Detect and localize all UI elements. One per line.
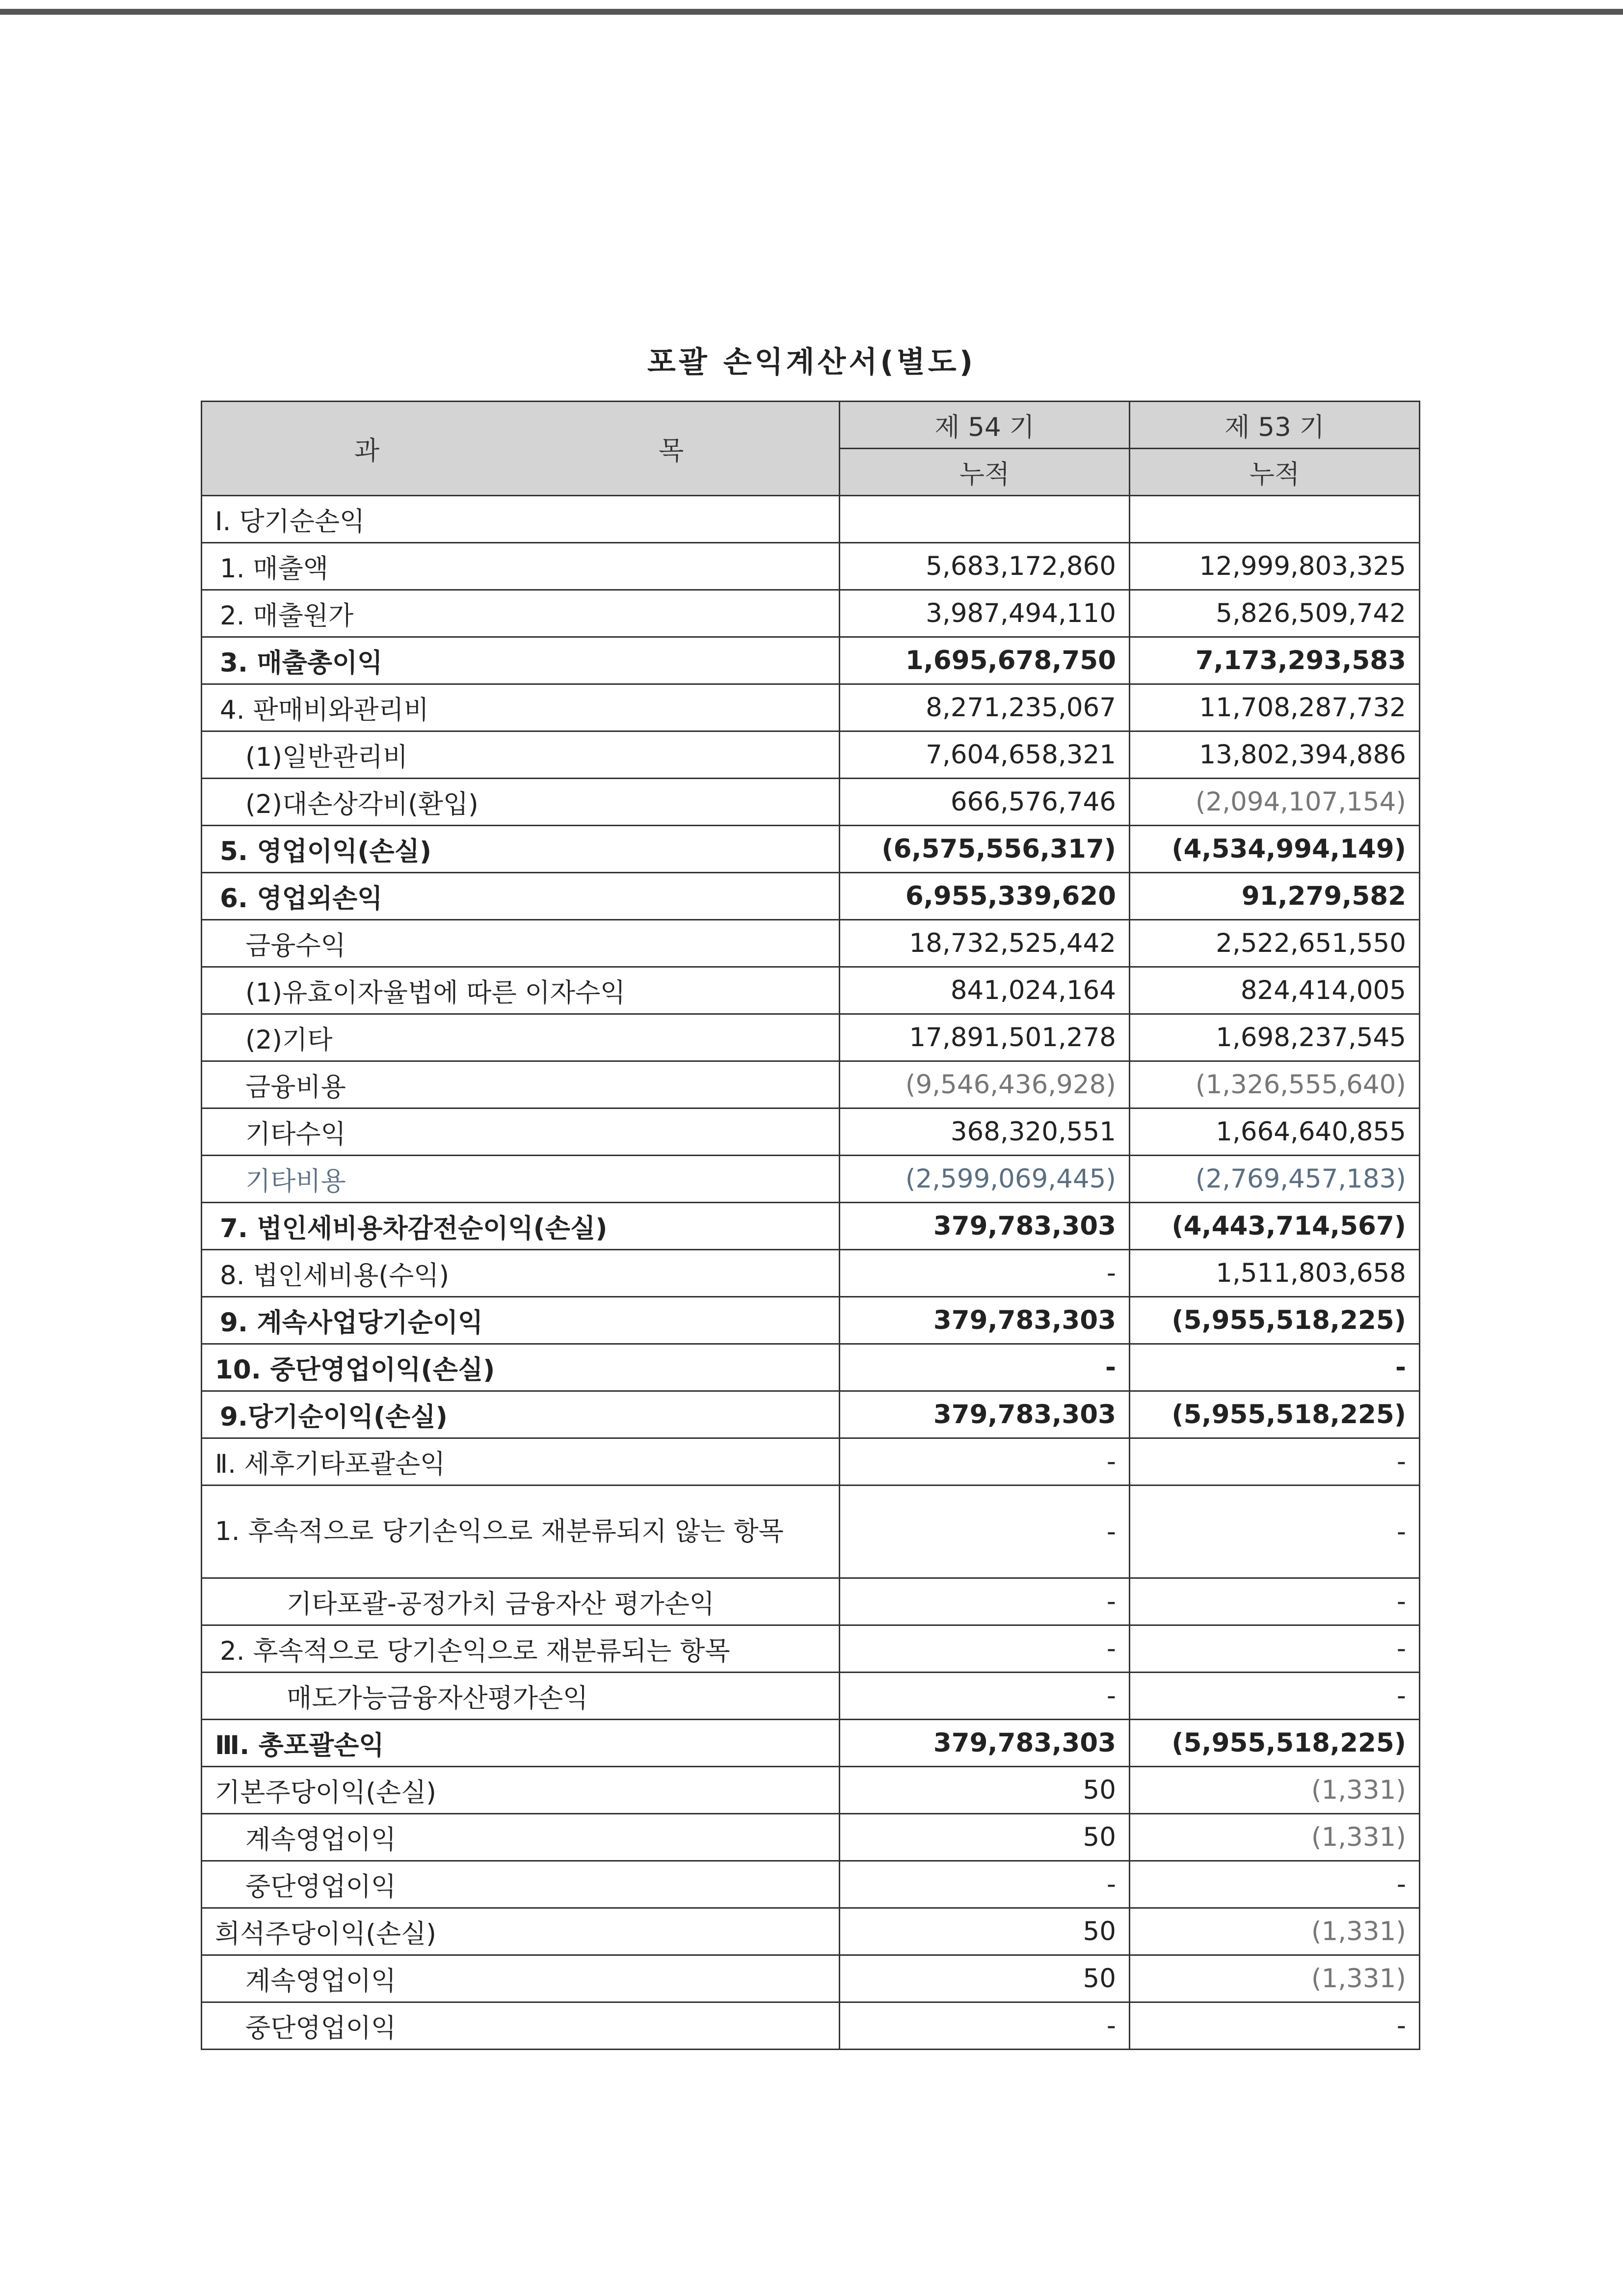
row-label: 2. 후속적으로 당기손익으로 재분류되는 항목 — [202, 1625, 840, 1673]
row-label: 기본주당이익(손실) — [202, 1767, 840, 1814]
row-label: Ⅲ. 총포괄손익 — [202, 1720, 840, 1767]
top-border-rule — [0, 9, 1623, 15]
table-row — [202, 1014, 1420, 1061]
table-row — [202, 1625, 1420, 1673]
row-prior-amount: (2,094,107,154) — [1130, 779, 1420, 826]
table-row — [202, 543, 1420, 590]
row-label: 9. 계속사업당기순이익 — [202, 1297, 840, 1344]
row-prior-amount: 1,664,640,855 — [1130, 1108, 1420, 1156]
table-row — [202, 2002, 1420, 2050]
row-label: 기타포괄-공정가치 금융자산 평가손익 — [202, 1578, 840, 1625]
row-current-amount: 368,320,551 — [840, 1108, 1130, 1156]
row-label: Ⅰ. 당기순손익 — [202, 496, 840, 543]
income-statement-table — [201, 401, 1420, 2050]
table-row — [202, 1108, 1420, 1156]
row-label: 10. 중단영업이익(손실) — [202, 1344, 840, 1391]
row-current-amount: 3,987,494,110 — [840, 590, 1130, 637]
row-label: 8. 법인세비용(수익) — [202, 1250, 840, 1297]
row-label: 중단영업이익 — [202, 1861, 840, 1908]
row-current-amount: 379,783,303 — [840, 1720, 1130, 1767]
row-prior-amount: - — [1130, 2002, 1420, 2050]
row-label: 희석주당이익(손실) — [202, 1908, 840, 1955]
table-row — [202, 731, 1420, 779]
row-current-amount: 50 — [840, 1908, 1130, 1955]
row-label: (1)유효이자율법에 따른 이자수익 — [202, 967, 840, 1014]
table-row — [202, 1861, 1420, 1908]
row-prior-amount: (5,955,518,225) — [1130, 1720, 1420, 1767]
row-prior-amount: (4,534,994,149) — [1130, 826, 1420, 873]
row-label: 중단영업이익 — [202, 2002, 840, 2050]
row-current-amount: 50 — [840, 1814, 1130, 1861]
table-row — [202, 826, 1420, 873]
table-row — [202, 1391, 1420, 1438]
row-prior-amount: 5,826,509,742 — [1130, 590, 1420, 637]
row-current-amount: 666,576,746 — [840, 779, 1130, 826]
table-row — [202, 496, 1420, 543]
row-current-amount: 8,271,235,067 — [840, 684, 1130, 731]
row-current-amount: 17,891,501,278 — [840, 1014, 1130, 1061]
table-row — [202, 1908, 1420, 1955]
row-label: 6. 영업외손익 — [202, 873, 840, 920]
row-prior-amount: (1,331) — [1130, 1908, 1420, 1955]
row-label: 계속영업이익 — [202, 1955, 840, 2002]
table-row — [202, 1486, 1420, 1578]
table-row — [202, 1438, 1420, 1486]
cumulative-current-header: 누적 — [840, 449, 1130, 496]
row-prior-amount: 13,802,394,886 — [1130, 731, 1420, 779]
row-prior-amount: 1,511,803,658 — [1130, 1250, 1420, 1297]
row-label: 4. 판매비와관리비 — [202, 684, 840, 731]
row-label: 계속영업이익 — [202, 1814, 840, 1861]
row-label: 2. 매출원가 — [202, 590, 840, 637]
page-title: 포괄 손익계산서(별도) — [647, 345, 976, 379]
table-row — [202, 637, 1420, 684]
table-row — [202, 1250, 1420, 1297]
row-label: (2)기타 — [202, 1014, 840, 1061]
row-label: 금융수익 — [202, 920, 840, 967]
subject-header — [202, 402, 840, 496]
table-row — [202, 920, 1420, 967]
row-prior-amount: (5,955,518,225) — [1130, 1391, 1420, 1438]
row-prior-amount: - — [1130, 1673, 1420, 1720]
table-row — [202, 684, 1420, 731]
row-prior-amount: (1,326,555,640) — [1130, 1061, 1420, 1108]
row-label: (2)대손상각비(환입) — [202, 779, 840, 826]
row-label: 기타수익 — [202, 1108, 840, 1156]
table-row — [202, 1578, 1420, 1625]
row-current-amount: 841,024,164 — [840, 967, 1130, 1014]
row-prior-amount: - — [1130, 1578, 1420, 1625]
row-current-amount: (2,599,069,445) — [840, 1156, 1130, 1203]
row-current-amount: 1,695,678,750 — [840, 637, 1130, 684]
row-prior-amount: 91,279,582 — [1130, 873, 1420, 920]
table-row — [202, 967, 1420, 1014]
table-row — [202, 1203, 1420, 1250]
row-label: 1. 매출액 — [202, 543, 840, 590]
row-current-amount: (6,575,556,317) — [840, 826, 1130, 873]
row-label: 3. 매출총이익 — [202, 637, 840, 684]
row-current-amount: 50 — [840, 1767, 1130, 1814]
row-current-amount: 379,783,303 — [840, 1297, 1130, 1344]
row-current-amount: 379,783,303 — [840, 1391, 1130, 1438]
row-current-amount: - — [840, 1344, 1130, 1391]
table-row — [202, 1955, 1420, 2002]
period-prior-header: 제 53 기 — [1130, 402, 1420, 449]
table-row — [202, 779, 1420, 826]
table-row — [202, 1814, 1420, 1861]
table-row — [202, 590, 1420, 637]
row-prior-amount: (4,443,714,567) — [1130, 1203, 1420, 1250]
row-current-amount: 6,955,339,620 — [840, 873, 1130, 920]
row-prior-amount: (5,955,518,225) — [1130, 1297, 1420, 1344]
row-current-amount: - — [840, 1486, 1130, 1578]
row-prior-amount: (1,331) — [1130, 1814, 1420, 1861]
row-current-amount: 5,683,172,860 — [840, 543, 1130, 590]
row-current-amount: - — [840, 1673, 1130, 1720]
row-label: 5. 영업이익(손실) — [202, 826, 840, 873]
table-row — [202, 1673, 1420, 1720]
row-prior-amount: - — [1130, 1861, 1420, 1908]
row-current-amount: - — [840, 1250, 1130, 1297]
table-row — [202, 1156, 1420, 1203]
row-current-amount — [840, 496, 1130, 543]
row-current-amount: 50 — [840, 1955, 1130, 2002]
cumulative-prior-header: 누적 — [1130, 449, 1420, 496]
row-label: (1)일반관리비 — [202, 731, 840, 779]
row-current-amount: - — [840, 1625, 1130, 1673]
row-current-amount: 379,783,303 — [840, 1203, 1130, 1250]
row-label: 매도가능금융자산평가손익 — [202, 1673, 840, 1720]
row-label: 금융비용 — [202, 1061, 840, 1108]
table-row — [202, 873, 1420, 920]
row-current-amount: - — [840, 1861, 1130, 1908]
table-row — [202, 1297, 1420, 1344]
row-prior-amount: 12,999,803,325 — [1130, 543, 1420, 590]
row-current-amount: - — [840, 1578, 1130, 1625]
row-current-amount: - — [840, 2002, 1130, 2050]
row-prior-amount: (1,331) — [1130, 1767, 1420, 1814]
row-label: 7. 법인세비용차감전순이익(손실) — [202, 1203, 840, 1250]
table-row — [202, 1061, 1420, 1108]
subject-header-right: 목 — [659, 435, 684, 466]
row-prior-amount: 1,698,237,545 — [1130, 1014, 1420, 1061]
row-label: Ⅱ. 세후기타포괄손익 — [202, 1438, 840, 1486]
row-prior-amount: - — [1130, 1344, 1420, 1391]
row-prior-amount — [1130, 496, 1420, 543]
row-prior-amount: (2,769,457,183) — [1130, 1156, 1420, 1203]
row-label: 1. 후속적으로 당기손익으로 재분류되지 않는 항목 — [202, 1486, 840, 1578]
row-prior-amount: - — [1130, 1625, 1420, 1673]
table-row — [202, 1767, 1420, 1814]
period-current-header: 제 54 기 — [840, 402, 1130, 449]
table-row — [202, 1720, 1420, 1767]
row-prior-amount: 11,708,287,732 — [1130, 684, 1420, 731]
table-row — [202, 1344, 1420, 1391]
row-current-amount: 18,732,525,442 — [840, 920, 1130, 967]
row-current-amount: - — [840, 1438, 1130, 1486]
row-current-amount: (9,546,436,928) — [840, 1061, 1130, 1108]
row-prior-amount: - — [1130, 1486, 1420, 1578]
row-prior-amount: - — [1130, 1438, 1420, 1486]
row-prior-amount: 824,414,005 — [1130, 967, 1420, 1014]
row-prior-amount: (1,331) — [1130, 1955, 1420, 2002]
row-prior-amount: 7,173,293,583 — [1130, 637, 1420, 684]
row-current-amount: 7,604,658,321 — [840, 731, 1130, 779]
subject-header-left: 과 — [354, 435, 380, 466]
row-label: 기타비용 — [202, 1156, 840, 1203]
row-label: 9.당기순이익(손실) — [202, 1391, 840, 1438]
row-prior-amount: 2,522,651,550 — [1130, 920, 1420, 967]
